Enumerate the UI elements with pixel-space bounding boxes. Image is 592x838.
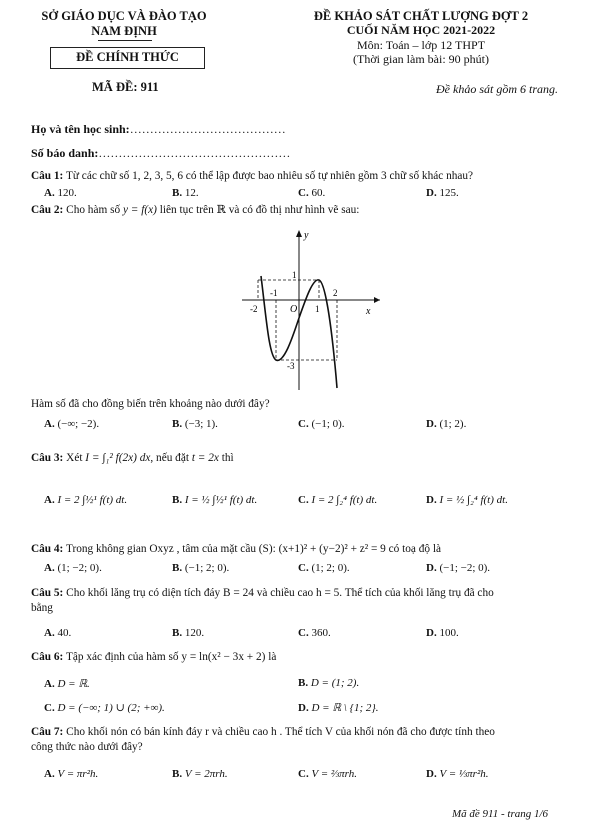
q6-option-d[interactable]: D. D = ℝ \ {1; 2}. [298,702,379,714]
question-5 [31,587,494,599]
q1-option-c[interactable]: C. 60. [298,187,326,199]
tick-label: -1 [270,288,278,298]
q5-option-c[interactable]: C. 360. [298,627,331,639]
function-expr: y = f(x) [122,204,157,216]
question-4-label: Câu 4: [31,543,64,555]
x-axis-label: x [366,306,371,317]
question-6-text: Tập xác định của hàm số y = ln(x² − 3x + 2) là [65,651,277,663]
question-4-text: Trong không gian Oxyz , tâm của mặt cầu (S): (x+1)² + (y−2)² + z² = 9 có toạ độ là [65,543,442,555]
question-7-text: Cho khối nón có bán kính đáy r và chiều cao h . Thể tích V của khối nón đã cho được tính theo [66,726,495,738]
q3-option-d[interactable]: D. I = ½ ∫₂⁴ f(t) dt. [426,494,508,506]
question-2: Câu 2: Cho hàm số y = f(x) liên tục trên ℝ và có đồ thị như hình vẽ sau: [31,204,360,216]
substitution-expr: t = 2x [191,452,219,464]
x-axis-arrow [374,297,380,303]
q4-option-a[interactable]: A. (1; −2; 0). [44,562,102,574]
tick-label: 2 [333,288,338,298]
question-7-label: Câu 7: [31,726,64,738]
q7-option-b[interactable]: B. V = 2πrh. [172,768,228,780]
question-5-label: Câu 5: [31,587,64,599]
q5-option-b[interactable]: B. 120. [172,627,205,639]
question-7-text-cont: công thức nào dưới đây? [31,741,143,753]
question-1 [31,170,473,182]
tick-label: -3 [287,361,295,371]
q7-option-a[interactable]: A. V = πr²h. [44,768,99,780]
q2-option-c[interactable]: C. (−1; 0). [298,418,345,430]
exam-term: CUỐI NĂM HỌC 2021-2022 [346,23,496,37]
tick-label: 1 [315,304,320,314]
q3-option-c[interactable]: C. I = 2 ∫₂⁴ f(t) dt. [298,494,378,506]
question-5-text: Cho khối lăng trụ có diện tích đáy B = 24 và chiều cao h = 5. Thể tích của khối lăng trụ đã cho [66,587,494,599]
q3-option-b[interactable]: B. I = ½ ∫½¹ f(t) dt. [172,494,258,506]
question-6 [31,651,276,663]
q1-option-d[interactable]: D. 125. [426,187,459,199]
question-2-prompt: Hàm số đã cho đồng biến trên khoảng nào dưới đây? [31,398,270,410]
q3-option-a[interactable]: A. I = 2 ∫½¹ f(t) dt. [44,494,128,506]
official-badge: ĐỀ CHÍNH THỨC [76,50,179,64]
question-4 [31,543,441,555]
y-axis-arrow [296,230,302,237]
exam-code: MÃ ĐỀ: 911 [92,80,159,94]
q2-option-b[interactable]: B. (−3; 1). [172,418,218,430]
q2-option-a[interactable]: A. (−∞; −2). [44,418,100,430]
q5-option-a[interactable]: A. 40. [44,627,72,639]
question-5-text-cont: bằng [31,602,53,614]
question-7 [31,726,495,738]
question-6-label: Câu 6: [31,651,64,663]
q4-option-d[interactable]: D. (−1; −2; 0). [426,562,491,574]
y-axis-label: y [304,230,309,241]
function-graph [236,226,386,394]
exam-title: ĐỀ KHẢO SÁT CHẤT LƯỢNG ĐỢT 2 [313,9,529,23]
student-id-field[interactable]: ………………………………………… [98,146,291,160]
department-name: SỞ GIÁO DỤC VÀ ĐÀO TẠO [41,9,207,23]
integral-expr: I = ∫₁² f(2x) dx [85,452,151,464]
exam-duration: (Thời gian làm bài: 90 phút) [353,52,489,66]
question-2-label: Câu 2: [31,204,64,216]
tick-label: -2 [250,304,258,314]
student-id-label: Số báo danh: [31,146,99,160]
q7-option-c[interactable]: C. V = ⅔πrh. [298,768,357,780]
question-3-label: Câu 3: [31,452,64,464]
exam-subject: Môn: Toán – lớp 12 THPT [356,38,486,52]
q5-option-d[interactable]: D. 100. [426,627,459,639]
q6-option-c[interactable]: C. D = (−∞; 1) ∪ (2; +∞). [44,702,165,714]
question-1-text: Từ các chữ số 1, 2, 3, 5, 6 có thể lập được bao nhiêu số tự nhiên gồm 3 chữ số khác nhau? [65,170,474,182]
tick-label: 1 [292,270,297,280]
q6-option-b[interactable]: B. D = (1; 2). [298,677,360,689]
student-name-field[interactable]: ………………………………… [129,122,286,136]
origin-label: O [290,304,298,315]
student-id-row [31,146,290,161]
q7-option-d[interactable]: D. V = ⅓πr²h. [426,768,489,780]
student-name-label: Họ và tên học sinh: [31,122,130,136]
page-footer: Mã đề 911 - trang 1/6 [452,808,549,820]
page-count-note: Đề khảo sát gồm 6 trang. [436,82,558,96]
q1-option-b[interactable]: B. 12. [172,187,199,199]
q4-option-c[interactable]: C. (1; 2; 0). [298,562,350,574]
question-3: Câu 3: Xét I = ∫₁² f(2x) dx, nếu đặt t = 2x thì [31,452,234,464]
q1-option-a[interactable]: A. 120. [44,187,77,199]
student-name-row [31,122,286,137]
q4-option-b[interactable]: B. (−1; 2; 0). [172,562,230,574]
province-name: NAM ĐỊNH [91,24,157,38]
q6-option-a[interactable]: A. D = ℝ. [44,678,90,690]
q2-option-d[interactable]: D. (1; 2). [426,418,467,430]
province-underline [98,40,152,41]
question-1-label: Câu 1: [31,170,64,182]
